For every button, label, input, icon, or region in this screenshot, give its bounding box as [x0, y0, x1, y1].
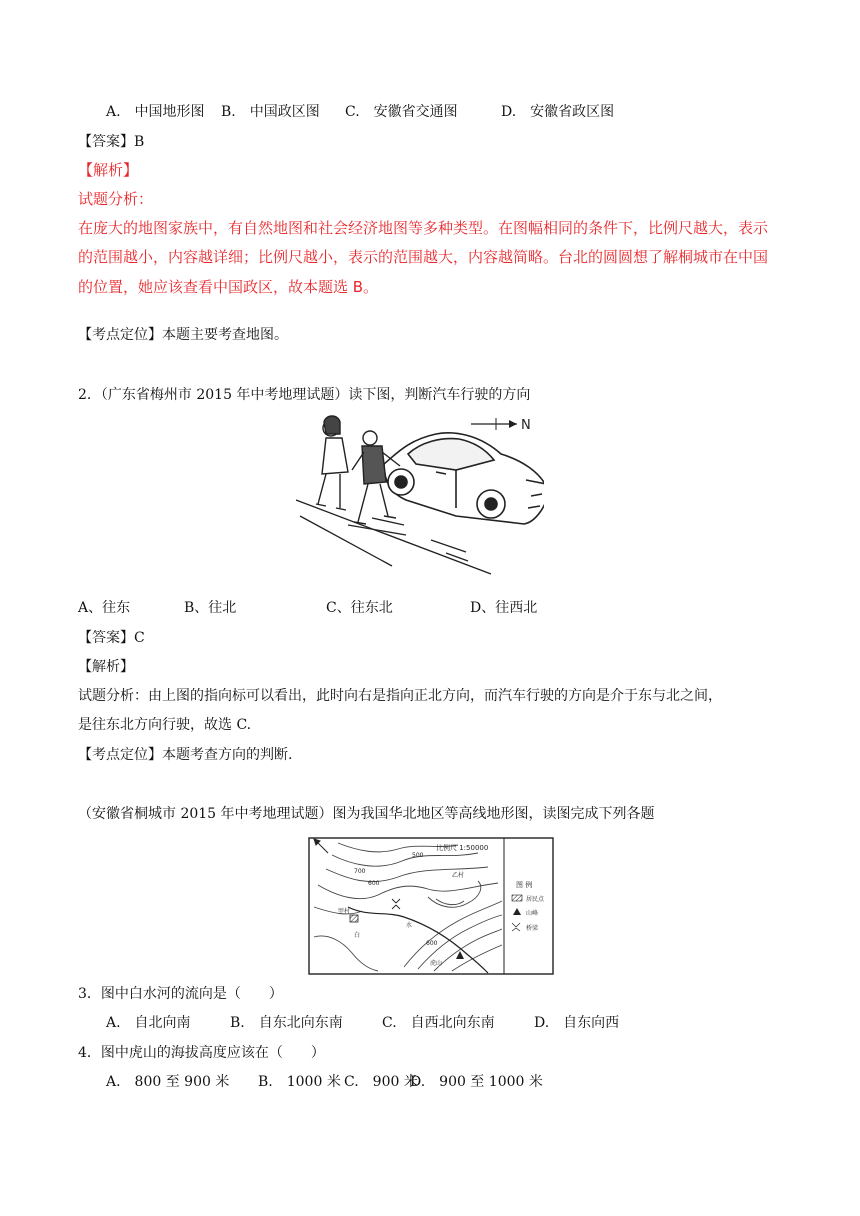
q1-analysis-line-1: 在庞大的地图家族中，有自然地图和社会经济地图等多种类型。在图幅相同的条件下，比例尺越大，表示	[78, 219, 769, 237]
q1-option-a: A. 中国地形图	[106, 104, 205, 120]
place-label-bai: 白	[354, 932, 361, 939]
q3-option-c: C. 自西北向东南	[382, 1015, 495, 1031]
q2-option-d: D、往西北	[470, 600, 538, 616]
place-label-yi: 乙村	[452, 872, 465, 879]
place-label-hushan: 虎山	[430, 960, 443, 967]
north-label: N	[521, 418, 531, 433]
q1-kaodian: 【考点定位】本题主要考查地图。	[78, 327, 288, 343]
q1-option-b: B. 中国政区图	[221, 104, 320, 120]
q3-option-a: A. 自北向南	[106, 1015, 191, 1031]
place-label-jia: 甲村	[338, 908, 351, 915]
q4-options	[106, 1072, 543, 1092]
q4-option-b: B. 1000 米	[258, 1074, 341, 1090]
q1-analysis-line-2: 的范围越小，内容越详细；比例尺越小，表示的范围越大，内容越简略。台北的圆圆想了解桐城市在中国	[78, 248, 769, 266]
q1-analysis-label: 【解析】	[78, 161, 139, 179]
q3-option-b: B. 自东北向东南	[230, 1015, 343, 1031]
q1-analysis-title: 试题分析：	[78, 190, 154, 208]
q2-stem: 2．（广东省梅州市 2015 年中考地理试题）读下图，判断汽车行驶的方向	[78, 387, 531, 403]
q1-analysis-line-3: 的位置，她应该查看中国政区，故本题选 B。	[78, 278, 379, 296]
village-marker-icon	[350, 915, 358, 922]
q4-option-a: A. 800 至 900 米	[106, 1074, 230, 1090]
q2-kaodian: 【考点定位】本题考查方向的判断.	[78, 747, 293, 763]
contour-label-3: 500	[412, 852, 424, 859]
contour-label-4: 600	[426, 940, 438, 947]
contour-label-1: 700	[354, 868, 366, 875]
scale-label: 比例尺 1:50000	[436, 844, 489, 852]
q34-intro: （安徽省桐城市 2015 年中考地理试题）图为我国华北地区等高线地形图，读图完成下列各题	[78, 806, 655, 822]
q4-stem: 4．图中虎山的海拔高度应该在（ ）	[78, 1045, 325, 1061]
q3-stem: 3．图中白水河的流向是（ ）	[78, 986, 283, 1002]
contour-map-figure	[308, 837, 554, 975]
q2-analysis-line-1: 试题分析：由上图的指向标可以看出，此时向右是指向正北方向，而汽车行驶的方向是介于东与北之间，	[78, 688, 722, 704]
legend-item-bridge: 桥梁	[526, 925, 539, 932]
legend-item-village: 居民点	[526, 896, 545, 903]
q2-answer: 【答案】C	[78, 630, 145, 646]
q1-option-d: D. 安徽省政区图	[501, 104, 615, 120]
q4-option-c: C. 900 米	[344, 1074, 418, 1090]
q2-analysis-label: 【解析】	[78, 659, 134, 675]
q2-analysis-line-2: 是往东北方向行驶，故选 C.	[78, 717, 252, 733]
q1-option-c: C. 安徽省交通图	[345, 104, 458, 120]
legend-title: 图 例	[516, 881, 533, 889]
q3-option-d: D. 自东向西	[534, 1015, 620, 1031]
north-arrow-icon	[471, 418, 517, 430]
q2-options	[78, 598, 537, 618]
legend-item-peak: 山峰	[526, 910, 539, 917]
q2-option-b: B、往北	[184, 600, 237, 616]
car-direction-figure	[296, 412, 544, 576]
q4-option-d: D. 900 至 1000 米	[410, 1074, 543, 1090]
q1-options	[106, 102, 614, 122]
car-icon	[384, 433, 544, 524]
contour-label-2: 600	[368, 880, 380, 887]
q2-option-c: C、往东北	[326, 600, 393, 616]
q1-answer: 【答案】B	[78, 134, 145, 150]
q3-options	[106, 1013, 619, 1033]
place-label-shui: 水	[406, 922, 413, 929]
q2-option-a: A、往东	[78, 600, 131, 616]
